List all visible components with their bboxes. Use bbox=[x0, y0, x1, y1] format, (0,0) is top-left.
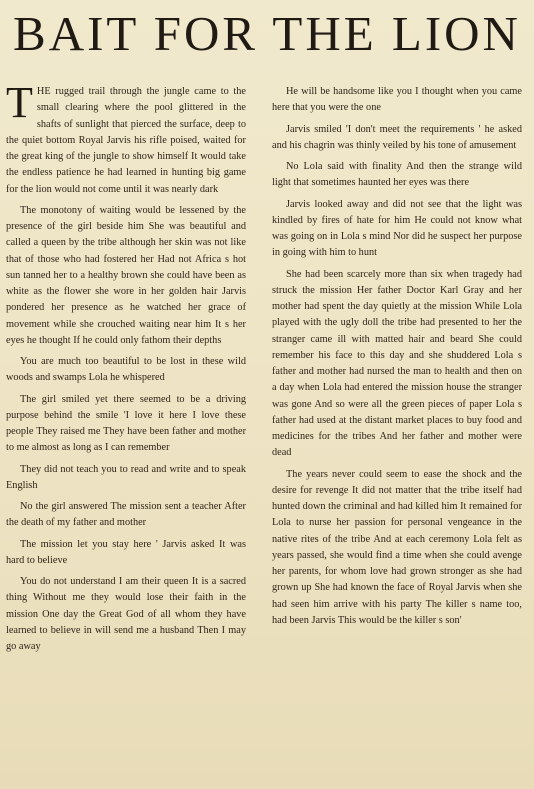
paragraph: The girl smiled yet there seemed to be a driving purpose behind the smile 'I love it here I love these people They raised me They have been father and mother to me almost as long as I can remember bbox=[6, 393, 246, 454]
left-column bbox=[6, 78, 246, 660]
opening-paragraph-text: HE rugged trail through the jungle came to the small clearing where the pool glittered in the shafts of sunlight that pierced the surface, deep to the quiet bottom Royal Jarvis his rifle poised, waited for the great king of the jungle to show himself It would take the endless patience he had learned in hunting big game for the lion would not come until it was nearly dark bbox=[6, 86, 246, 195]
opening-paragraph bbox=[6, 78, 246, 198]
paragraph: The monotony of waiting would be lessened by the presence of the girl beside him She was beautiful and called a queen by the tribe although her skin was not like that of those who had fostered her Had not Africa s hot sun tanned her to a healthy brown she could have been as white as the flower she wore in her golden hair Jarvis pondered her presence as he watched her grace of movement while she crouched waiting near him It s her eyes he thought If he could only fathom their depths bbox=[6, 204, 246, 346]
paragraph: No the girl answered The mission sent a teacher After the death of my father and mother bbox=[6, 501, 246, 529]
paragraph: The years never could seem to ease the shock and the desire for revenge It did not matter that the tribe itself had hunted down the criminal and had killed him It remained for Lola to nurse her passion for personal vengeance in the native rites of the tribe And at each ceremony Lola felt as years passed, she would find a time when she could avenge her parents, for whom love had grown stronger as she had grown up She had known the face of Royal Jarvis when she had seen him arrive with his party The killer s name too, had been Jarvis This would be the killer s son' bbox=[272, 468, 522, 626]
right-column bbox=[272, 84, 522, 634]
paragraph: He will be handsome like you I thought when you came here that you were the one bbox=[272, 86, 522, 114]
paragraph: No Lola said with finality And then the strange wild light that sometimes haunted her eyes was there bbox=[272, 161, 522, 189]
story-title: BAIT FOR THE LION bbox=[13, 6, 521, 61]
drop-cap: T bbox=[6, 78, 33, 127]
paragraph: Jarvis smiled 'I don't meet the requirements ' he asked and his chagrin was thinly veiled by his tone of amusement bbox=[272, 123, 522, 151]
paragraph: They did not teach you to read and write and to speak English bbox=[6, 463, 246, 491]
paragraph: You do not understand I am their queen It is a sacred thing Without me they would lose their faith in the mission One day the Great God of all whom they have learned to believe in will send me a husband Then I may go away bbox=[6, 576, 246, 652]
paragraph: The mission let you stay here ' Jarvis asked It was hard to believe bbox=[6, 538, 246, 566]
paragraph: She had been scarcely more than six when tragedy had struck the mission Her father Doctor Karl Gray and her mother had spent the day quietly at the mission While Lola played with the ugly doll the tribe had presented to her the stranger came ill with matted hair and beard She could remember his face to this day and she shuddered Lola s father and mother had nursed the man to health and then on a day when Lola had entered the mission house the stranger was gone And so were all the green pieces of paper Lola s father had used at the distant market places to buy food and medicines for the tribes And her father and mother were dead bbox=[272, 268, 522, 459]
paragraph: Jarvis looked away and did not see that the light was kindled by fires of hate for him He could not know what was going on in Lola s mind Nor did he suspect her purpose in going with him to hunt bbox=[272, 198, 522, 259]
paragraph: You are much too beautiful to be lost in these wild woods and swamps Lola he whispered bbox=[6, 356, 246, 384]
